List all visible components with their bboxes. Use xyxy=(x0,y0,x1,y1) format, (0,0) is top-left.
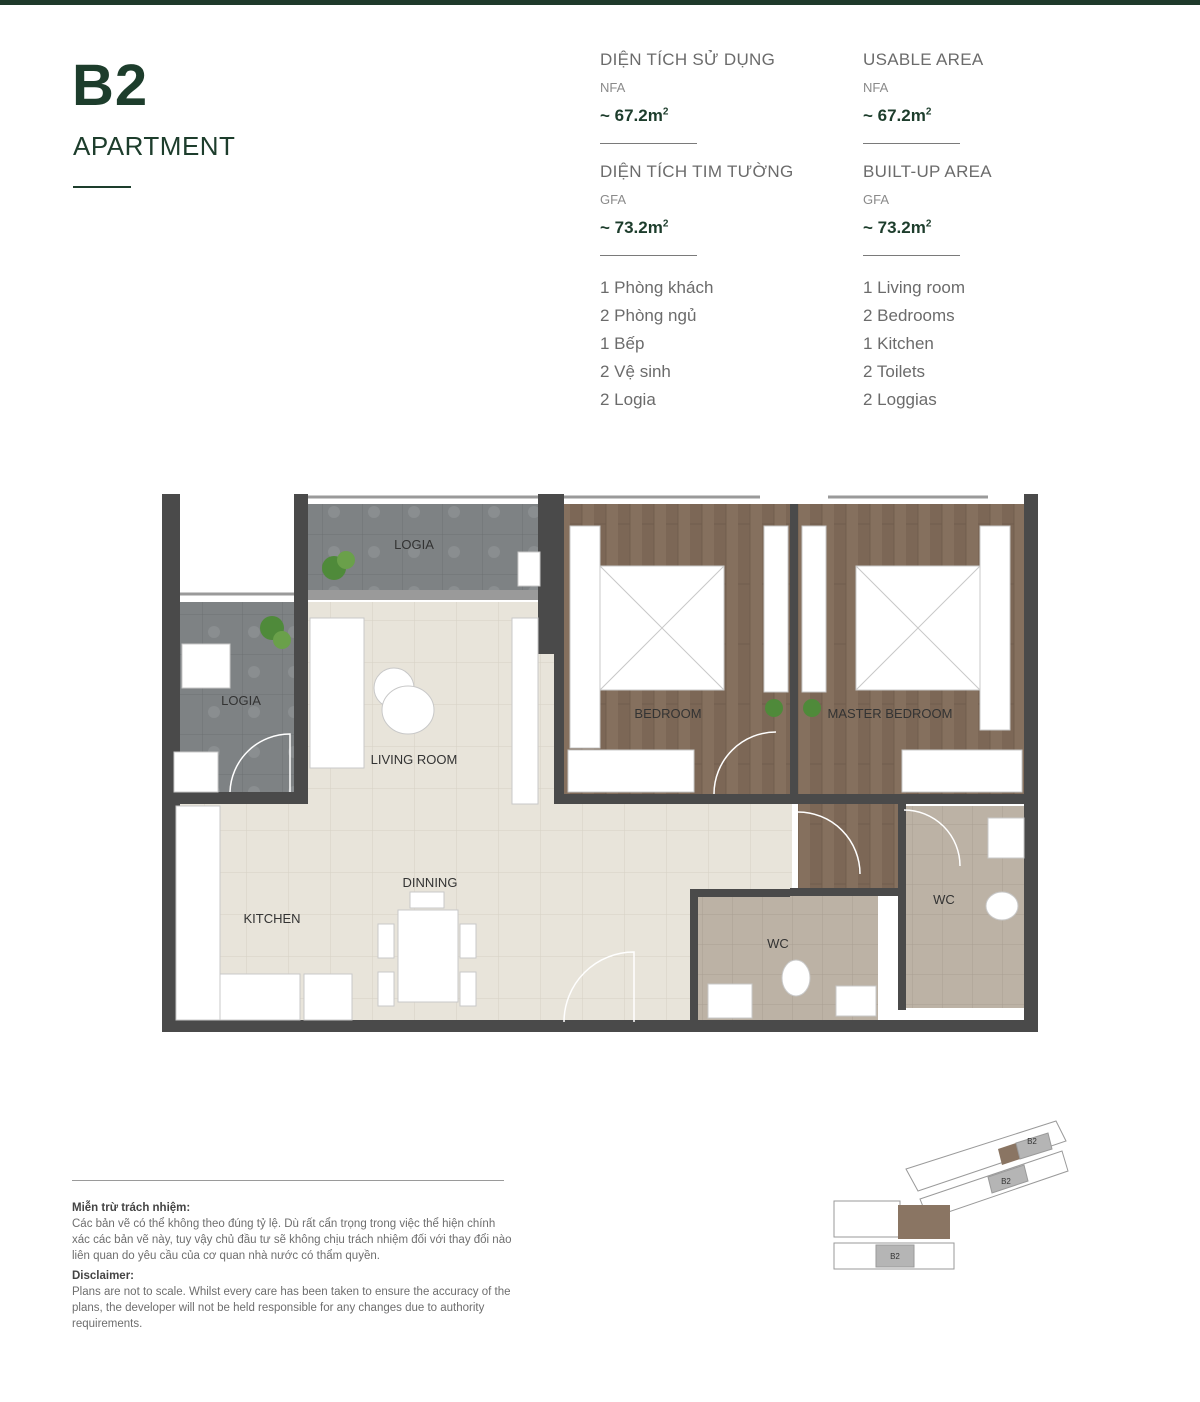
room-item: 2 Toilets xyxy=(863,362,926,381)
room-item: 2 Vệ sinh xyxy=(600,362,671,381)
spec-column-vi xyxy=(600,50,840,414)
label-dinning: DINNING xyxy=(402,875,458,890)
builtup-area-label: DIỆN TÍCH TIM TƯỜNG xyxy=(600,162,794,181)
disclaimer-text-vi: Các bản vẽ có thể không theo đúng tỷ lệ. Dù rất cẩn trọng trong việc thể hiện chính xác các bản vẽ này, tuy vậy chủ đầu tư sẽ không chịu trách nhiệm đối với thay đổi nào liên quan do yêu cầu của cơ quan nhà nước có thẩm quyền. xyxy=(72,1218,512,1262)
spec-column-en xyxy=(863,50,1103,414)
disclaimer-divider xyxy=(72,1180,504,1181)
label-wc-left: WC xyxy=(767,936,789,951)
usable-area-value: ~ $67.2m^2$ xyxy=(863,106,932,125)
builtup-area-label: BUILT-UP AREA xyxy=(863,162,992,181)
key-plan-drawing xyxy=(830,1115,1070,1275)
usable-area-sub: NFA xyxy=(600,80,626,95)
disclaimer-title-vi: Miễn trừ trách nhiệm: xyxy=(72,1202,191,1214)
usable-area-sub: NFA xyxy=(863,80,889,95)
key-plan-label: B2 xyxy=(1001,1177,1011,1186)
builtup-area-value: ~ $73.2m^2$ xyxy=(863,218,932,237)
room-item: 2 Bedrooms xyxy=(863,306,955,325)
top-accent-bar xyxy=(0,0,1200,5)
label-kitchen: KITCHEN xyxy=(243,911,301,926)
label-logia-left: LOGIA xyxy=(221,693,261,708)
key-plan-label: B2 xyxy=(890,1252,900,1261)
key-plan-label: B2 xyxy=(1027,1137,1037,1146)
spec-divider xyxy=(600,255,697,256)
unit-code-title: B2 xyxy=(72,53,149,118)
room-item: 2 Loggias xyxy=(863,390,937,409)
title-divider xyxy=(73,186,131,188)
builtup-area-value: ~ $73.2m^2$ xyxy=(600,218,669,237)
room-list-en xyxy=(863,274,1103,414)
floor-plan xyxy=(162,494,1038,1032)
usable-area-label: USABLE AREA xyxy=(863,50,984,69)
disclaimer-block xyxy=(72,1200,512,1336)
spec-divider xyxy=(600,143,697,144)
unit-type-subtitle: APARTMENT xyxy=(73,131,236,161)
disclaimer-title-en: Disclaimer: xyxy=(72,1270,135,1282)
label-living-room: LIVING ROOM xyxy=(370,752,458,767)
room-item: 1 Kitchen xyxy=(863,334,934,353)
label-wc-right: WC xyxy=(933,892,955,907)
room-item: 2 Phòng ngủ xyxy=(600,306,697,325)
spec-divider xyxy=(863,255,960,256)
usable-area-label: DIỆN TÍCH SỬ DỤNG xyxy=(600,50,776,69)
key-plan-highlight xyxy=(898,1205,950,1239)
spec-divider xyxy=(863,143,960,144)
label-master-bedroom: MASTER BEDROOM xyxy=(827,706,953,721)
builtup-area-sub: GFA xyxy=(863,192,890,207)
usable-area-value: ~ $67.2m^2$ xyxy=(600,106,669,125)
key-plan xyxy=(830,1115,1070,1275)
builtup-area-sub: GFA xyxy=(600,192,627,207)
room-item: 1 Phòng khách xyxy=(600,278,714,297)
room-item: 1 Living room xyxy=(863,278,966,297)
room-item: 2 Logia xyxy=(600,390,656,409)
room-list-vi xyxy=(600,274,840,414)
floor-plan-drawing xyxy=(162,494,1038,1032)
disclaimer-text-en: Plans are not to scale. Whilst every care has been taken to ensure the accuracy of the plans, the developer will not be held responsible for any changes due to authority requirements. xyxy=(72,1286,511,1330)
room-item: 1 Bếp xyxy=(600,334,645,353)
label-logia-top: LOGIA xyxy=(394,537,434,552)
label-bedroom: BEDROOM xyxy=(634,706,702,721)
